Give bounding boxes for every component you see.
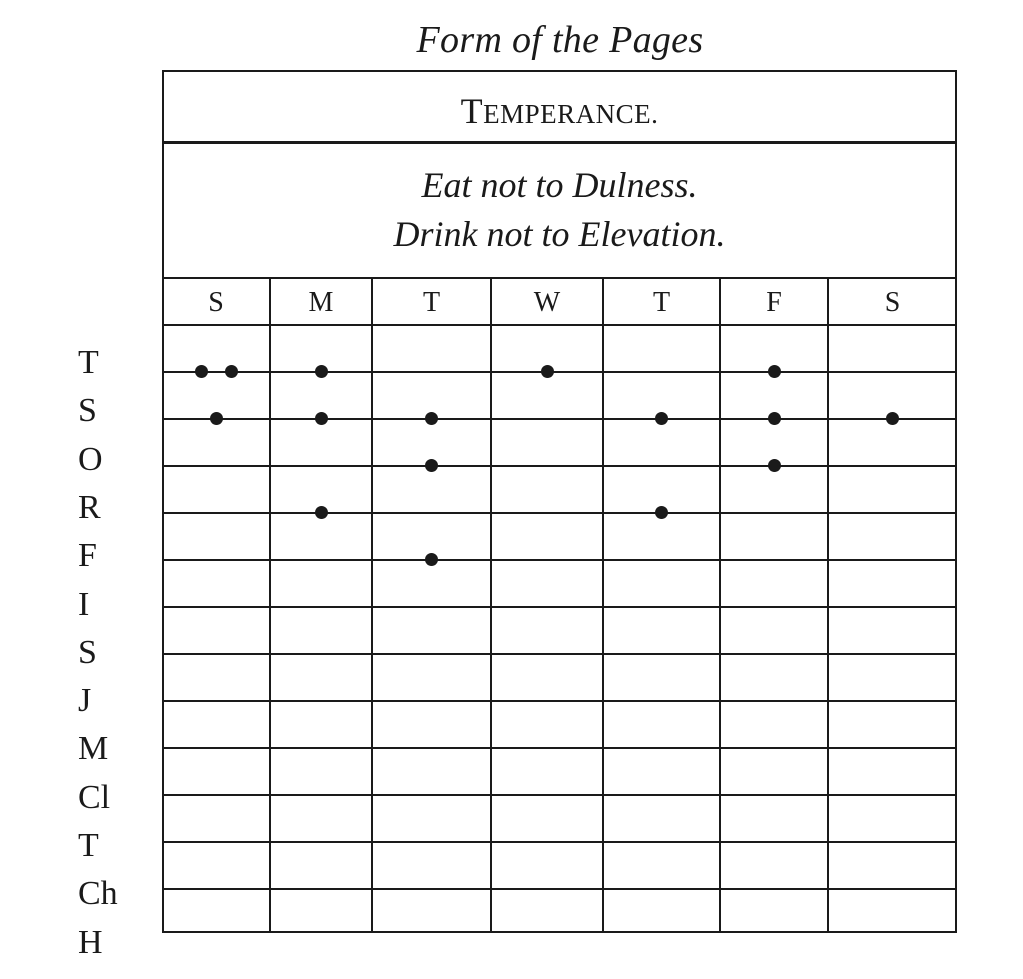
fault-mark [315, 365, 328, 378]
grid-column-line [269, 278, 271, 933]
day-label: T [422, 287, 441, 318]
virtue-rest: EMPERANCE. [483, 99, 659, 129]
fault-mark [315, 506, 328, 519]
virtue-row-label: T [78, 827, 99, 864]
grid-column-line [490, 278, 492, 933]
grid-column-line [371, 278, 373, 933]
virtue-row-label: F [78, 537, 97, 575]
virtue-row-label: S [78, 392, 97, 430]
grid-row-line [162, 606, 957, 608]
grid-row-line [162, 747, 957, 749]
fault-mark [195, 365, 208, 378]
grid-row-line [162, 371, 957, 373]
virtue-row-label: I [78, 585, 90, 623]
virtue-row-label: M [78, 730, 109, 768]
fault-mark [315, 412, 328, 425]
fault-mark [768, 459, 781, 472]
grid-row-line [162, 512, 957, 514]
virtue-divider [162, 141, 957, 144]
grid-row-line [162, 277, 957, 279]
virtue-row-label: Cl [78, 778, 111, 816]
fault-mark [425, 459, 438, 472]
precept-eat: Eat not to Dulness. [421, 165, 698, 205]
virtue-row-label: S [78, 633, 97, 671]
virtue-row-label: Ch [78, 875, 118, 913]
grid-row-line [162, 418, 957, 420]
fault-mark [225, 365, 238, 378]
grid-row-line [162, 324, 957, 326]
day-label: M [308, 287, 334, 318]
day-label: S [208, 287, 224, 318]
day-label: T [652, 287, 671, 318]
day-label: S [884, 287, 901, 318]
grid-column-line [602, 278, 604, 933]
fault-mark [768, 412, 781, 425]
day-label: F [766, 287, 782, 318]
virtue-heading [162, 90, 957, 132]
virtue-row-label: H [78, 923, 103, 961]
grid-row-line [162, 653, 957, 655]
fault-mark [886, 412, 899, 425]
grid-row-line [162, 700, 957, 702]
day-label: W [533, 287, 561, 318]
fault-mark [655, 412, 668, 425]
grid-row-line [162, 559, 957, 561]
grid-row-line [162, 888, 957, 890]
grid-row-line [162, 465, 957, 467]
fault-mark [541, 365, 554, 378]
virtue-row-label: J [78, 682, 92, 720]
virtue-initial: T [460, 91, 484, 131]
fault-mark [425, 412, 438, 425]
precept-drink: Drink not to Elevation. [393, 214, 726, 254]
fault-mark [655, 506, 668, 519]
grid-column-line [719, 278, 721, 933]
virtue-row-label: T [78, 344, 99, 381]
virtue-row-label: O [78, 440, 103, 478]
fault-mark [210, 412, 223, 425]
grid-column-line [827, 278, 829, 933]
virtue-row-label: R [78, 488, 101, 526]
fault-mark [768, 365, 781, 378]
grid-row-line [162, 794, 957, 796]
grid-row-line [162, 841, 957, 843]
fault-mark [425, 553, 438, 566]
page-title: Form of the Pages [416, 19, 704, 61]
